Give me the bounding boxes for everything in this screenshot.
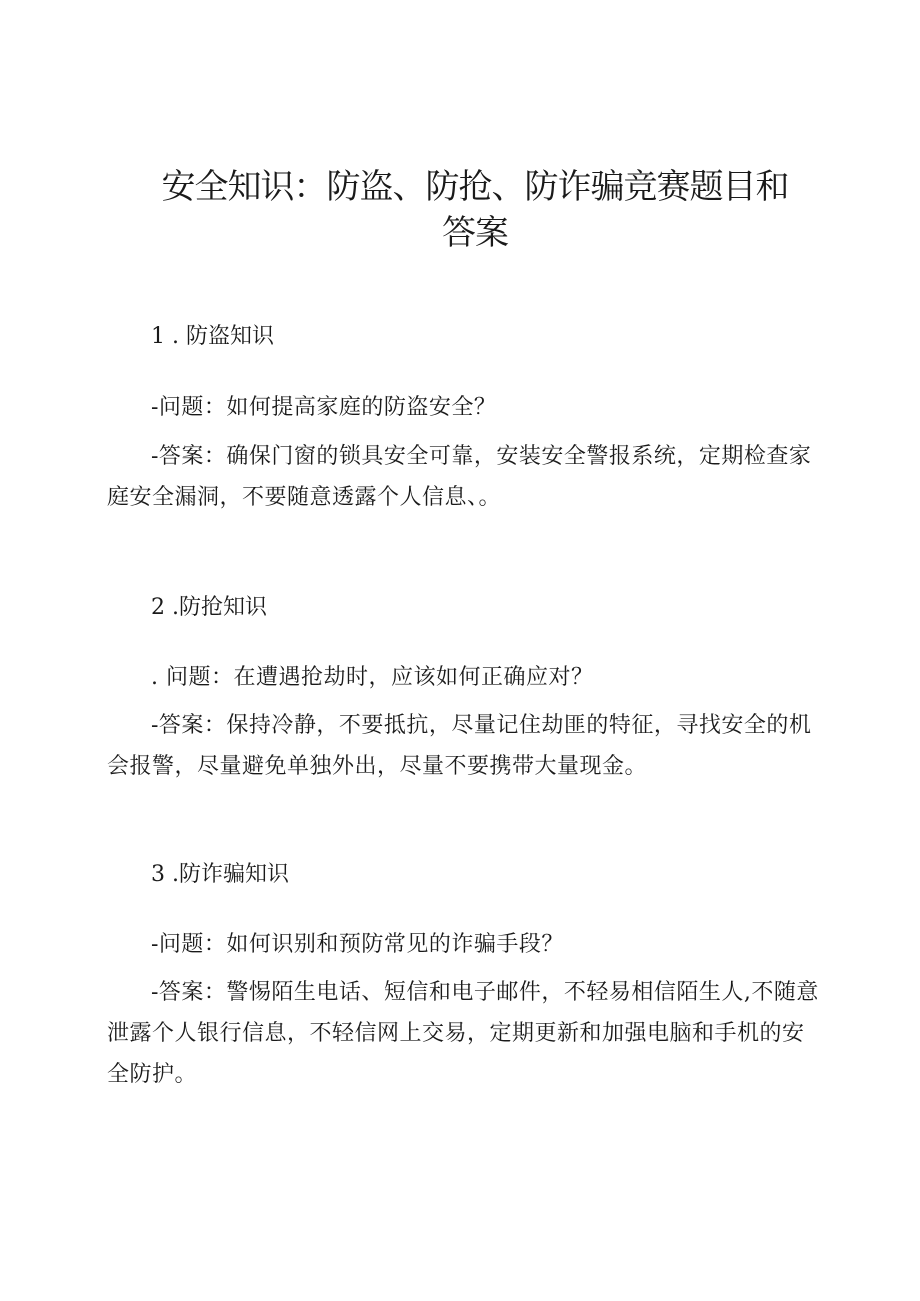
section-heading: 2 .防抢知识 [151, 595, 267, 620]
answer-text: -答案：警惕陌生电话、短信和电子邮件，不轻易相信陌生人,不随意泄露个人银行信息，不轻信网上交易，定期更新和加强电脑和手机的安全防护。 [107, 980, 819, 1087]
question-text: -问题：如何识别和预防常见的诈骗手段？ [151, 932, 564, 957]
answer-text: -答案：保持冷静，不要抵抗，尽量记住劫匪的特征，寻找安全的机会报警，尽量避免单独外出，尽量不要携带大量现金。 [107, 713, 812, 779]
question-text: . 问题：在遭遇抢劫时，应该如何正确应对？ [151, 665, 594, 690]
section-heading: 1 . 防盗知识 [151, 324, 274, 349]
section-heading: 3 .防诈骗知识 [151, 862, 289, 887]
document-title [140, 164, 810, 256]
answer-text: -答案：确保门窗的锁具安全可靠，安装安全警报系统，定期检查家庭安全漏洞，不要随意透露个人信息、。 [107, 444, 812, 510]
document-title-line2: 答案 [442, 213, 508, 253]
document-title-line1: 安全知识：防盗、防抢、防诈骗竞赛题目和 [161, 167, 789, 207]
question-text: -问题：如何提高家庭的防盗安全？ [151, 395, 497, 420]
